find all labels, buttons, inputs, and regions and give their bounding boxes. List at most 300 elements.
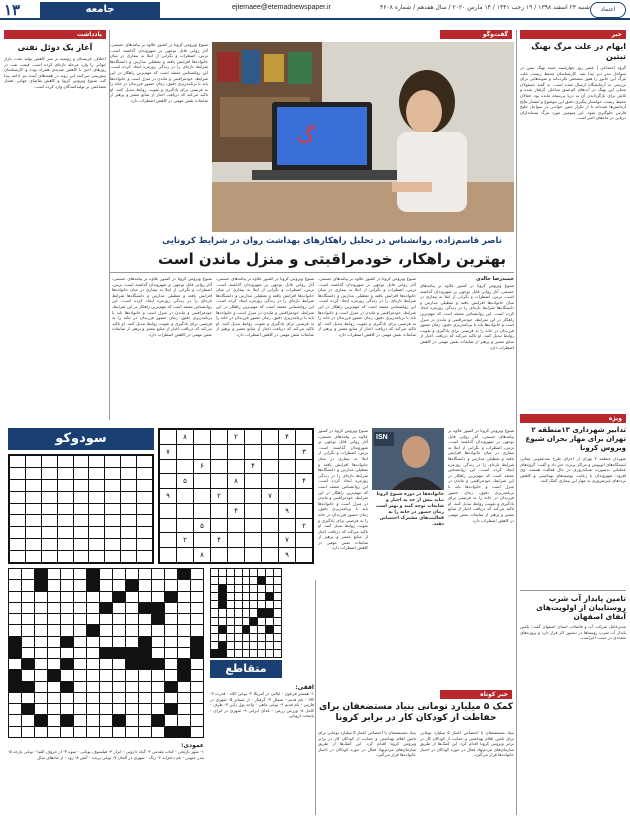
crossword-cell — [139, 625, 151, 635]
crossword-cell — [126, 592, 138, 602]
crossword-cell — [178, 569, 190, 579]
sudoku-cell — [177, 489, 193, 503]
crossword-cell — [74, 569, 86, 579]
crossword-cell — [250, 618, 257, 625]
sudoku-cell — [74, 504, 89, 515]
crossword-cell — [258, 650, 265, 657]
crossword-cell — [266, 577, 273, 584]
crossword-cell — [35, 592, 47, 602]
sudoku-cell: ۷ — [160, 445, 176, 459]
crossword-cell — [74, 592, 86, 602]
crossword-cell — [152, 727, 164, 737]
sudoku-cell — [262, 445, 278, 459]
page-number: ۱۳ — [4, 2, 21, 19]
crossword-cell — [74, 614, 86, 624]
sudoku-cell — [137, 515, 152, 526]
sudoku-cell — [42, 504, 57, 515]
crossword-cell — [258, 634, 265, 641]
crossword-cell — [139, 580, 151, 590]
sudoku-cell — [10, 539, 25, 550]
crossword-cell — [165, 682, 177, 692]
crossword-cell — [74, 648, 86, 658]
sudoku-cell — [279, 474, 295, 488]
crossword-cell — [48, 580, 60, 590]
crossword-cell — [9, 637, 21, 647]
crossword-cell — [219, 577, 226, 584]
sudoku-cell — [211, 519, 227, 533]
crossword-cell — [87, 592, 99, 602]
crossword-cell — [227, 601, 234, 608]
crossword-cell — [126, 659, 138, 669]
crossword-cell — [227, 650, 234, 657]
crossword-cell — [87, 682, 99, 692]
sudoku-cell — [137, 456, 152, 467]
crossword-cell — [113, 648, 125, 658]
sudoku-cell — [245, 430, 261, 444]
sudoku-cell — [26, 504, 41, 515]
crossword-cell — [178, 592, 190, 602]
sudoku-cell — [58, 468, 73, 479]
crossword-cell — [22, 704, 34, 714]
crossword-cell — [113, 670, 125, 680]
isn-label: ISN — [376, 434, 388, 441]
crossword-cell — [250, 585, 257, 592]
sudoku-cell — [177, 519, 193, 533]
crossword-cell — [35, 637, 47, 647]
crossword-cell — [227, 569, 234, 576]
sudoku-cell — [42, 480, 57, 491]
crossword-cell — [258, 626, 265, 633]
sudoku-cell — [262, 533, 278, 547]
crossword-cell — [87, 727, 99, 737]
sudoku-cell — [137, 527, 152, 538]
crossword-cell — [22, 580, 34, 590]
tag-label: ویژه — [520, 414, 626, 423]
main-story-col-5 — [448, 428, 514, 558]
crossword-cell — [219, 609, 226, 616]
crossword-cell — [165, 648, 177, 658]
crossword-cell — [87, 569, 99, 579]
sudoku-cell: ۹ — [279, 504, 295, 518]
main-story-sidebar — [110, 42, 208, 232]
crossword-cell — [126, 670, 138, 680]
crossword-cell — [250, 626, 257, 633]
sudoku-cell — [26, 456, 41, 467]
sudoku-cell — [58, 515, 73, 526]
crossword-cell — [9, 693, 21, 703]
crossword-cell — [100, 670, 112, 680]
crossword-cell — [74, 637, 86, 647]
sudoku-cell — [58, 551, 73, 562]
byline: حمیدرضا خالدی — [475, 276, 514, 282]
article-body-isfahan: مدیرعامل شرکت آب و فاضلاب استان اصفهان گفت: تامین پایدار آب شرب روستاها در دستور کار قرار دارد و پروژه‌های متعددی در دست اجراست. — [520, 624, 626, 641]
crossword-cell — [9, 603, 21, 613]
sudoku-cell — [105, 539, 120, 550]
crossword-cell — [227, 618, 234, 625]
crossword-cell — [22, 603, 34, 613]
crossword-cell — [139, 670, 151, 680]
crossword-cell — [178, 693, 190, 703]
crossword-cell — [61, 569, 73, 579]
crossword-cell — [235, 569, 242, 576]
sudoku-cell: ۲ — [211, 489, 227, 503]
sudoku-cell — [262, 460, 278, 474]
sudoku-cell: ۵ — [194, 519, 210, 533]
sudoku-cell — [58, 492, 73, 503]
crossword-cell — [274, 577, 281, 584]
crossword-cell — [61, 693, 73, 703]
crossword-cell — [35, 693, 47, 703]
sudoku-cell — [121, 468, 136, 479]
crossword-cell — [152, 592, 164, 602]
sudoku-cell — [160, 533, 176, 547]
crossword-cell — [87, 614, 99, 624]
sudoku-cell — [228, 548, 244, 562]
crossword-cell — [191, 625, 203, 635]
crossword-cell — [152, 580, 164, 590]
sudoku-cell — [105, 456, 120, 467]
crossword-cell — [235, 577, 242, 584]
sudoku-cell — [74, 539, 89, 550]
crossword-cell — [243, 642, 250, 649]
crossword-cell — [274, 650, 281, 657]
sudoku-cell — [137, 504, 152, 515]
crossword-cell — [126, 715, 138, 725]
crossword-cell — [191, 670, 203, 680]
article-body-tehran: شهردار منطقه ۲ تهران از اجرای طرح ضدعفونی معابر، ایستگاه‌های اتوبوس و مراکز پرتردد خبر داد و گفت: گروه‌های عملیاتی به‌صورت شبانه‌روزی در حال فعالیت هستند. وی افزود: شهروندان با رعایت توصیه‌های بهداشتی و کاهش ترددهای غیرضروری به مهار این بیماری کمک کنند. — [520, 456, 626, 484]
sudoku-cell — [10, 551, 25, 562]
crossword-cell — [235, 585, 242, 592]
crossword-cell — [22, 715, 34, 725]
crossword-cell — [191, 704, 203, 714]
main-story-text: شیوع ویروس کرونا در کشور علاوه بر پیامدهای جسمی، آثار روانی قابل توجهی بر شهروندان گذاشته است. ترس، اضطراب و نگرانی از ابتلا به بیماری در میان خانواده‌ها افزایش یافته و تعطیلی مدارس و دانشگاه‌ها شرایط تازه‌ای را در زندگی روزمره ایجاد کرده است. این روانشناس معتقد است که مهم‌ترین راهکار در این شرایط، خودمراقبتی و ماندن در منزل است و خانواده‌ها باید با برنامه‌ریزی دقیق، زمان حضور فرزندان در خانه را به فرصتی برای یادگیری و تقویت روابط تبدیل کنند. او تاکید می‌کند که دریافت اخبار از منابع معتبر و پرهیز از شایعات نقش مهمی در کاهش اضطراب دارد. — [318, 428, 368, 551]
sudoku-cell — [262, 548, 278, 562]
crossword-cell — [191, 659, 203, 669]
crossword-cell — [274, 634, 281, 641]
sudoku-cell: ۹ — [160, 489, 176, 503]
crossword-cell — [100, 715, 112, 725]
crossword-cell — [243, 585, 250, 592]
crossword-cell — [100, 614, 112, 624]
crossword-cell — [113, 614, 125, 624]
section-divider — [110, 272, 514, 273]
crossword-cell — [48, 670, 60, 680]
crossword-cell — [35, 614, 47, 624]
crossword-cell — [250, 642, 257, 649]
sudoku-cell — [89, 527, 104, 538]
sudoku-cell — [74, 551, 89, 562]
sudoku-cell — [245, 504, 261, 518]
crossword-cell — [61, 637, 73, 647]
crossword-cell — [165, 715, 177, 725]
sudoku-cell — [245, 548, 261, 562]
crossword-cell — [165, 670, 177, 680]
crossword-cell — [243, 650, 250, 657]
sudoku-cell — [296, 504, 312, 518]
crossword-cell — [113, 727, 125, 737]
tag-label: یادداشت — [4, 30, 106, 39]
sudoku-cell: ۲ — [296, 519, 312, 533]
crossword-cell — [87, 580, 99, 590]
crossword-cell — [266, 585, 273, 592]
section-title: جامعه — [40, 2, 160, 18]
sudoku-cell — [228, 489, 244, 503]
crossword-cell — [22, 648, 34, 658]
vertical-label: عمودی: — [181, 742, 204, 749]
crossword-cell — [152, 569, 164, 579]
crossword-cell — [87, 670, 99, 680]
sudoku-cell — [137, 480, 152, 491]
crossword-cell — [113, 704, 125, 714]
sudoku-cell — [105, 551, 120, 562]
main-story-headline: بهترین راهکار، خودمراقبتی و منزل ماندن است — [157, 250, 507, 268]
sudoku-cell: ۸ — [177, 430, 193, 444]
sudoku-cell — [26, 480, 41, 491]
crossword-clues-horizontal — [210, 684, 314, 814]
crossword-cell — [165, 580, 177, 590]
crossword-cell — [48, 648, 60, 658]
sudoku-cell — [296, 460, 312, 474]
sudoku-cell — [58, 527, 73, 538]
crossword-cell — [243, 569, 250, 576]
sudoku-cell — [10, 480, 25, 491]
crossword-cell — [250, 593, 257, 600]
crossword-cell — [191, 603, 203, 613]
crossword-cell — [191, 580, 203, 590]
sudoku-cell — [262, 474, 278, 488]
crossword-cell — [48, 682, 60, 692]
sudoku-cell — [137, 551, 152, 562]
sudoku-cell — [42, 527, 57, 538]
crossword-cell — [48, 625, 60, 635]
crossword-cell — [48, 693, 60, 703]
sudoku-cell — [121, 527, 136, 538]
crossword-cell — [211, 577, 218, 584]
crossword-cell — [35, 659, 47, 669]
crossword-cell — [48, 637, 60, 647]
main-story-continued: شیوع ویروس کرونا در کشور علاوه بر پیامدهای جسمی، آثار روانی قابل توجهی بر شهروندان گذاشته است. ترس، اضطراب و نگرانی از ابتلا به بیماری در میان خانواده‌ها افزایش یافته و تعطیلی مدارس و دانشگاه‌ها شرایط تازه‌ای را در زندگی روزمره ایجاد کرده است. این روانشناس معتقد است که مهم‌ترین راهکار در این شرایط، خودمراقبتی و ماندن در منزل است و خانواده‌ها باید با برنامه‌ریزی دقیق، زمان حضور فرزندان در خانه را به فرصتی برای یادگیری و تقویت روابط تبدیل کنند. او تاکید می‌کند که دریافت اخبار از منابع معتبر و پرهیز از شایعات نقش مهمی در کاهش اضطراب دارد. — [110, 42, 208, 103]
sudoku-cell — [89, 468, 104, 479]
crossword-cell — [9, 614, 21, 624]
crossword-cell — [152, 670, 164, 680]
crossword-cell — [100, 592, 112, 602]
crossword-cell — [139, 693, 151, 703]
headline-oil: آغاز یک دوئل نفتی — [17, 43, 93, 52]
crossword-cell — [48, 592, 60, 602]
crossword-cell — [235, 642, 242, 649]
sudoku-cell — [121, 515, 136, 526]
sudoku-cell — [160, 519, 176, 533]
sudoku-cell — [245, 489, 261, 503]
crossword-cell — [139, 704, 151, 714]
crossword-cell — [165, 569, 177, 579]
crossword-cell — [61, 648, 73, 658]
sudoku-cell — [105, 480, 120, 491]
horizontal-label: افقی: — [295, 684, 314, 691]
sudoku-cell — [89, 480, 104, 491]
sudoku-cell — [42, 492, 57, 503]
crossword-cell — [87, 704, 99, 714]
crossword-cell — [74, 580, 86, 590]
headline-isfahan: تامین پایدار آب شرب روستاییان از اولویت‌های آبفای اصفهان — [520, 590, 626, 621]
crossword-cell — [74, 659, 86, 669]
main-story-text: شیوع ویروس کرونا در کشور علاوه بر پیامدهای جسمی، آثار روانی قابل توجهی بر شهروندان گذاشته است. ترس، اضطراب و نگرانی از ابتلا به بیماری در میان خانواده‌ها افزایش یافته و تعطیلی مدارس و دانشگاه‌ها شرایط تازه‌ای را در زندگی روزمره ایجاد کرده است. این روانشناس معتقد است که مهم‌ترین راهکار در این شرایط، خودمراقبتی و ماندن در منزل است و خانواده‌ها باید با برنامه‌ریزی دقیق، زمان حضور فرزندان در خانه را به فرصتی برای یادگیری و تقویت روابط تبدیل کنند. او تاکید می‌کند که دریافت اخبار از منابع معتبر و پرهیز از شایعات نقش مهمی در کاهش اضطراب دارد. — [318, 276, 416, 337]
crossword-cell — [243, 593, 250, 600]
newspaper-logo: اعتماد — [590, 2, 626, 18]
crossword-cell — [266, 569, 273, 576]
sudoku-cell — [228, 519, 244, 533]
crossword-cell — [191, 637, 203, 647]
sudoku-cell — [160, 430, 176, 444]
sudoku-cell — [89, 515, 104, 526]
crossword-cell — [61, 715, 73, 725]
crossword-cell — [211, 601, 218, 608]
crossword-cell — [250, 569, 257, 576]
sudoku-cell — [160, 548, 176, 562]
sudoku-cell — [177, 548, 193, 562]
crossword-cell — [274, 642, 281, 649]
sudoku-cell — [74, 468, 89, 479]
crossword-grid — [8, 568, 204, 738]
sudoku-cell — [262, 430, 278, 444]
sudoku-cell — [10, 468, 25, 479]
sudoku-cell — [58, 539, 73, 550]
tag-label: گفت‌وگو — [440, 30, 512, 39]
crossword-cell — [48, 569, 60, 579]
crossword-cell — [219, 585, 226, 592]
crossword-cell — [9, 580, 21, 590]
crossword-cell — [227, 642, 234, 649]
crossword-cell — [274, 593, 281, 600]
crossword-cell — [152, 704, 164, 714]
bottom-story-col-2 — [318, 730, 416, 814]
main-story-kicker: ناصر قاسم‌زاده، روانشناس در تحلیل راهکارهای بهداشت روان در شرایط کرونایی — [162, 236, 502, 246]
crossword-cell — [74, 704, 86, 714]
crossword-cell — [219, 618, 226, 625]
sudoku-cell — [177, 460, 193, 474]
column-divider — [516, 30, 517, 815]
crossword-cell — [191, 715, 203, 725]
crossword-cell — [9, 569, 21, 579]
crossword-cell — [178, 625, 190, 635]
crossword-cell — [152, 693, 164, 703]
main-story-text: شیوع ویروس کرونا در کشور علاوه بر پیامدهای جسمی، آثار روانی قابل توجهی بر شهروندان گذاشته است. ترس، اضطراب و نگرانی از ابتلا به بیماری در میان خانواده‌ها افزایش یافته و تعطیلی مدارس و دانشگاه‌ها شرایط تازه‌ای را در زندگی روزمره ایجاد کرده است. این روانشناس معتقد است که مهم‌ترین راهکار در این شرایط، خودمراقبتی و ماندن در منزل است و خانواده‌ها باید با برنامه‌ریزی دقیق، زمان حضور فرزندان در خانه را به فرصتی برای یادگیری و تقویت روابط تبدیل کنند. او تاکید می‌کند که دریافت اخبار از منابع معتبر و پرهیز از شایعات نقش مهمی در کاهش اضطراب دارد. — [448, 428, 514, 523]
sudoku-cell — [137, 468, 152, 479]
crossword-cell — [258, 577, 265, 584]
crossword-cell — [61, 603, 73, 613]
crossword-cell — [9, 682, 21, 692]
crossword-cell — [178, 727, 190, 737]
crossword-cell — [22, 670, 34, 680]
sudoku-cell — [228, 533, 244, 547]
crossword-cell — [139, 659, 151, 669]
crossword-cell — [126, 693, 138, 703]
sudoku-cell — [262, 519, 278, 533]
crossword-cell — [258, 609, 265, 616]
sudoku-cell — [89, 456, 104, 467]
crossword-cell — [243, 609, 250, 616]
crossword-cell — [126, 704, 138, 714]
main-story-text: شیوع ویروس کرونا در کشور علاوه بر پیامدهای جسمی، آثار روانی قابل توجهی بر شهروندان گذاشته است. ترس، اضطراب و نگرانی از ابتلا به بیماری در میان خانواده‌ها افزایش یافته و تعطیلی مدارس و دانشگاه‌ها شرایط تازه‌ای را در زندگی روزمره ایجاد کرده است. این روانشناس معتقد است که مهم‌ترین راهکار در این شرایط، خودمراقبتی و ماندن در منزل است و خانواده‌ها باید با برنامه‌ریزی دقیق، زمان حضور فرزندان در خانه را به فرصتی برای یادگیری و تقویت روابط تبدیل کنند. او تاکید می‌کند که دریافت اخبار از منابع معتبر و پرهیز از شایعات نقش مهمی در کاهش اضطراب دارد. — [420, 283, 514, 350]
sudoku-cell — [10, 504, 25, 515]
crossword-cell — [74, 625, 86, 635]
crossword-cell — [100, 580, 112, 590]
crossword-cell — [126, 727, 138, 737]
crossword-cell — [211, 569, 218, 576]
crossword-cell — [74, 727, 86, 737]
crossword-cell — [100, 648, 112, 658]
crossword-cell — [48, 614, 60, 624]
crossword-cell — [178, 659, 190, 669]
tag-label: خبر کوتاه — [440, 690, 512, 699]
crossword-cell — [152, 715, 164, 725]
crossword-cell — [87, 603, 99, 613]
crossword-cell — [100, 637, 112, 647]
bottom-story-col-1 — [420, 730, 514, 814]
crossword-cell — [227, 593, 234, 600]
section-email: ejtemaee@etemadnewspaper.ir — [232, 4, 331, 11]
crossword-cell — [139, 603, 151, 613]
crossword-cell — [235, 618, 242, 625]
sudoku-cell — [105, 527, 120, 538]
crossword-cell — [61, 625, 73, 635]
sudoku-cell — [194, 430, 210, 444]
crossword-cell — [35, 682, 47, 692]
horizontal-clues: ۱- همسر فرعون - ایالتی در آمریکا ۲- نوعی کلاه - قدرت ۳- کالا - نام قدیم - شمال ۴- گرفتار - از ضمایر ۵- شهری در فارس - نام قدیم ۶- نوعی ماهی - واحد پول ژاپن ۷- ظرف - کامل ۸- ورزش رزمی - غذای ایرانی ۹- شهری در ایران - پایتخت اروپایی — [210, 691, 314, 719]
sudoku-cell — [160, 504, 176, 518]
crossword-cell — [274, 609, 281, 616]
sudoku-cell — [245, 445, 261, 459]
crossword-cell — [113, 637, 125, 647]
sudoku-cell — [194, 489, 210, 503]
main-story-col-2 — [318, 276, 416, 426]
crossword-cell — [211, 593, 218, 600]
crossword-cell — [100, 659, 112, 669]
crossword-cell — [61, 670, 73, 680]
dateline: شنبه ۲۴ اسفند ۱۳۹۸ / ۱۹ رجب ۱۴۴۱ / ۱۴ مارس ۲۰۲۰ / سال هفدهم / شماره ۴۶۰۸ — [380, 4, 590, 11]
headline-tehran: تدابیر شهرداری ۱۳منطقه ۲ تهران برای مهار بحران شیوع ویروس کرونا — [525, 426, 626, 452]
sudoku-cell — [105, 492, 120, 503]
sudoku-cell: ۸ — [194, 548, 210, 562]
crossword-cell — [48, 603, 60, 613]
crossword-cell — [219, 601, 226, 608]
crossword-cell — [191, 682, 203, 692]
crossword-cell — [113, 580, 125, 590]
sudoku-cell — [89, 539, 104, 550]
sudoku-cell — [89, 551, 104, 562]
crossword-cell — [152, 614, 164, 624]
crossword-cell — [74, 603, 86, 613]
crossword-cell — [219, 642, 226, 649]
sudoku-cell — [26, 527, 41, 538]
sudoku-cell — [245, 519, 261, 533]
crossword-cell — [100, 727, 112, 737]
sudoku-cell: ۲ — [228, 430, 244, 444]
crossword-cell — [165, 637, 177, 647]
bottom-story-text: بنیاد مستضعفان با اختصاص اعتبار ۵ میلیارد تومانی برای تامین اقلام بهداشتی و حمایت از کودکان کار در برابر ویروس کرونا اقدام کرد. این کمک‌ها از طریق سازمان‌های مردم‌نهاد فعال در حوزه کودکان در اختیار خانواده‌ها قرار می‌گیرد. — [318, 730, 416, 758]
crossword-cell — [87, 715, 99, 725]
crossword-cell — [165, 625, 177, 635]
crossword-cell — [165, 603, 177, 613]
article-body-whale: گروه اجتماعی | عصر روز چهارشنبه جسد نهنگ تبتین در سواحل بندر دیر پیدا شد. کارشناسان محیط زیست علت مرگ این جانور را هنوز مشخص نکرده‌اند و نمونه‌هایی برای بررسی به آزمایشگاه ارسال شده است. به گفته مسئولان محلی این نهنگ در آب‌های کم‌عمق ساحلی گرفتار شده و تلاش برای بازگرداندن آن به دریا بی‌نتیجه مانده بود. فعالان محیط زیست خواستار پیگیری دقیق این موضوع و انتشار نتایج آزمایش‌ها شده‌اند تا از تکرار چنین حوادثی در سواحل خلیج فارس جلوگیری شود. این سومین مورد مرگ پستانداران دریایی در ماه‌های اخیر است. — [520, 65, 626, 121]
crossword-cell — [191, 693, 203, 703]
crossword-cell — [113, 659, 125, 669]
crossword-cell — [87, 625, 99, 635]
crossword-cell — [235, 609, 242, 616]
crossword-cell — [139, 614, 151, 624]
main-story-text: شیوع ویروس کرونا در کشور علاوه بر پیامدهای جسمی، آثار روانی قابل توجهی بر شهروندان گذاشته است. ترس، اضطراب و نگرانی از ابتلا به بیماری در میان خانواده‌ها افزایش یافته و تعطیلی مدارس و دانشگاه‌ها شرایط تازه‌ای را در زندگی روزمره ایجاد کرده است. این روانشناس معتقد است که مهم‌ترین راهکار در این شرایط، خودمراقبتی و ماندن در منزل است و خانواده‌ها باید با برنامه‌ریزی دقیق، زمان حضور فرزندان در خانه را به فرصتی برای یادگیری و تقویت روابط تبدیل کنند. او تاکید می‌کند که دریافت اخبار از منابع معتبر و پرهیز از شایعات نقش مهمی در کاهش اضطراب دارد. — [216, 276, 314, 337]
crossword-cell — [9, 727, 21, 737]
